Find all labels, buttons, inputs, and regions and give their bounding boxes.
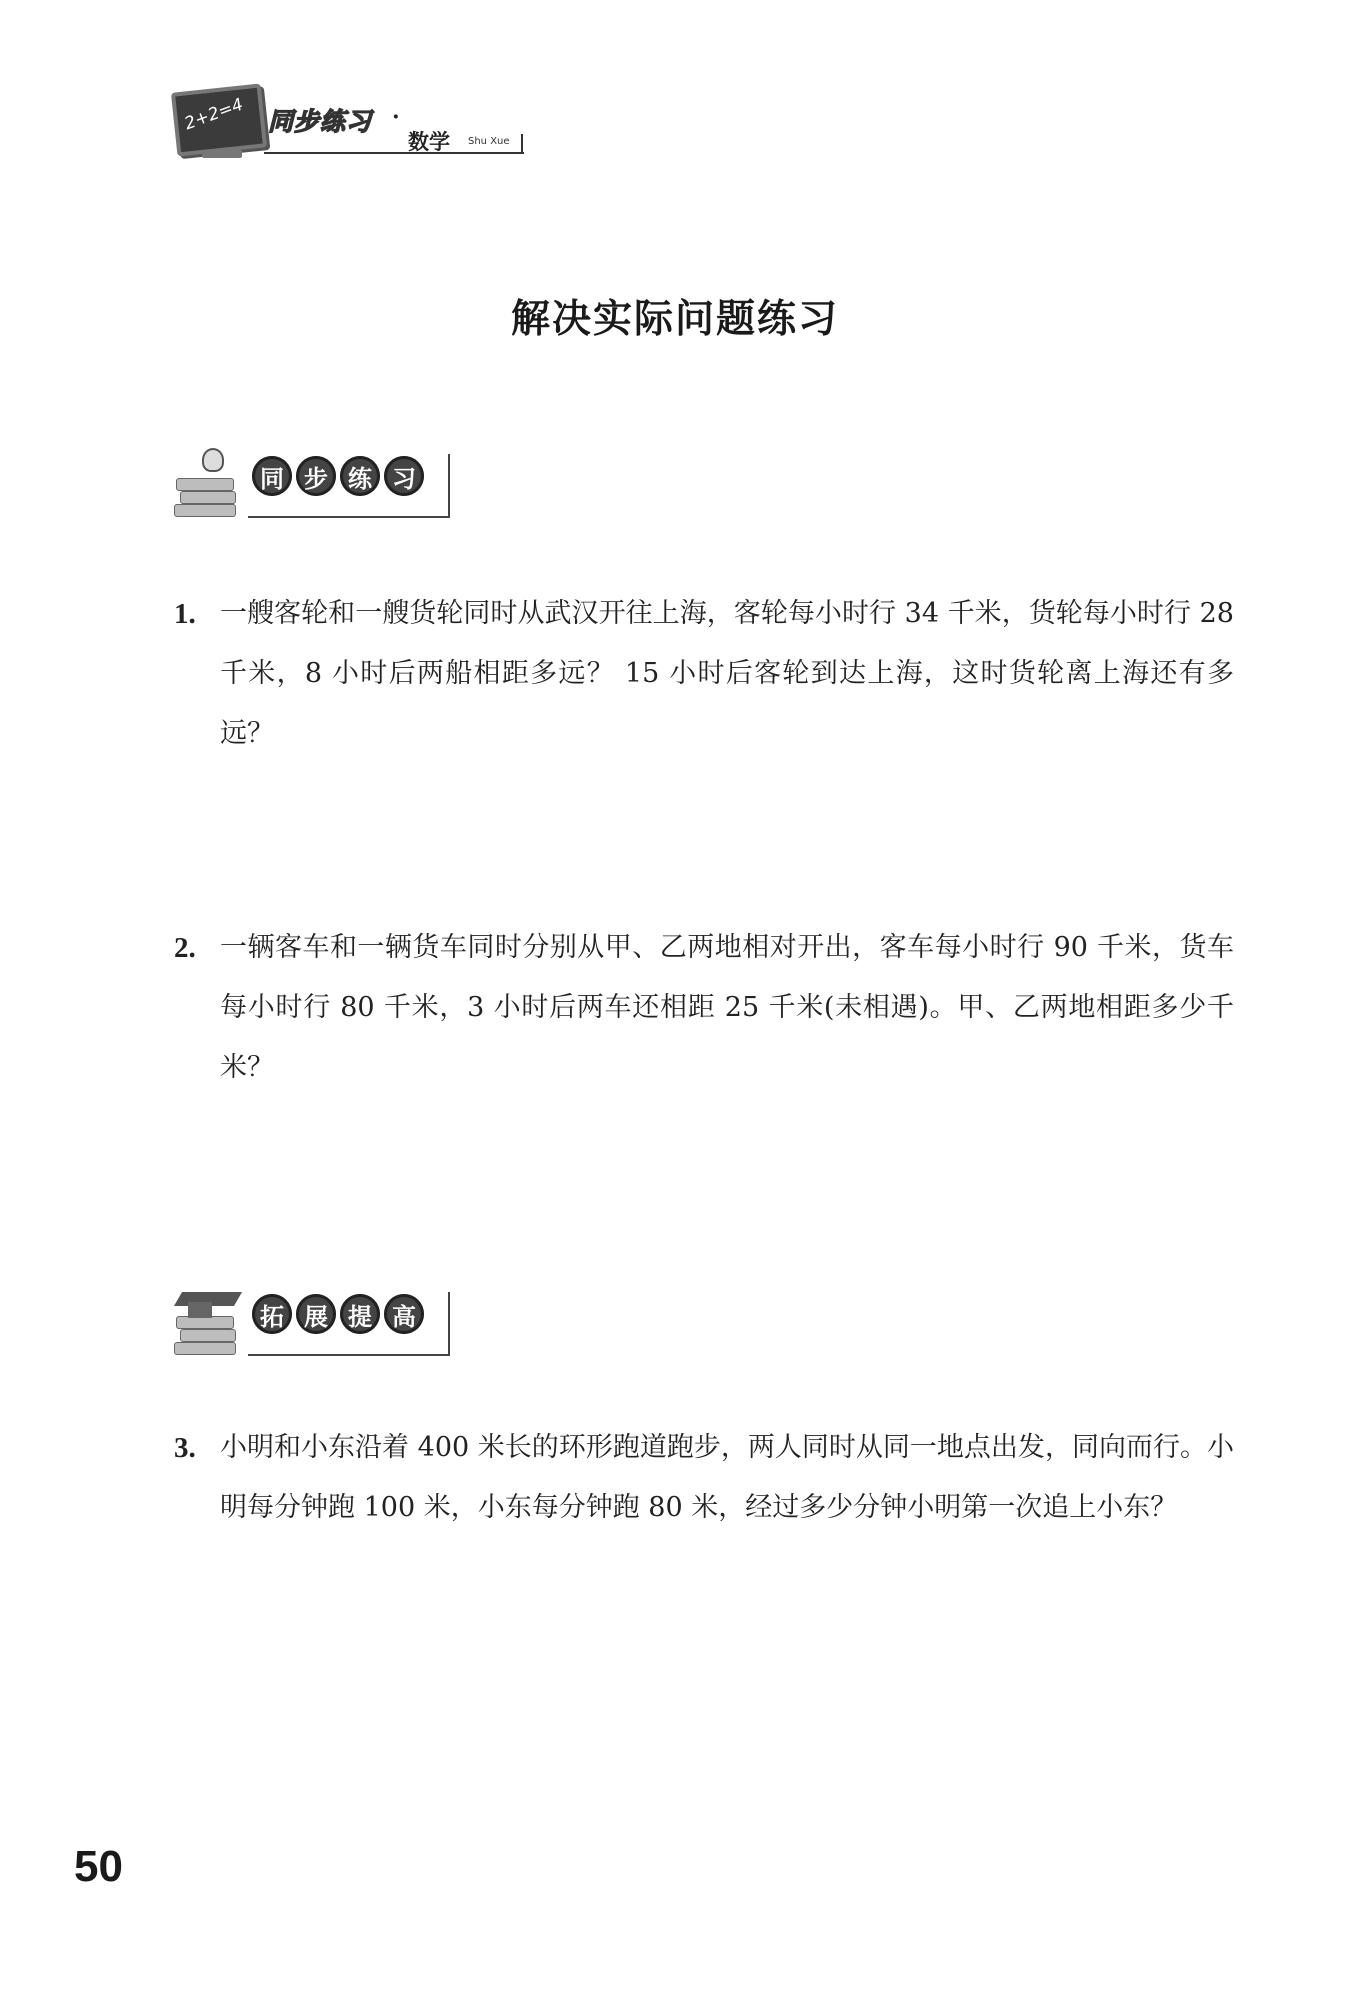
- header-rule-end: [521, 134, 523, 154]
- subject-label: 数学: [408, 130, 450, 154]
- section-label: [252, 1294, 424, 1334]
- problem-1: [174, 584, 1234, 764]
- problem-3: [174, 1418, 1234, 1538]
- problem-number: 2.: [174, 932, 196, 964]
- section-extension: [168, 1286, 468, 1366]
- section-char: 高: [384, 1294, 424, 1334]
- page-number: 50: [74, 1842, 123, 1891]
- section-char: 同: [252, 456, 292, 496]
- section-char: 拓: [252, 1294, 292, 1334]
- section-char: 步: [296, 456, 336, 496]
- section-char: 提: [340, 1294, 380, 1334]
- books-icon: [174, 478, 238, 522]
- page-header: [168, 86, 528, 166]
- section-char: 练: [340, 456, 380, 496]
- section-label: [252, 456, 424, 496]
- section-char: 展: [296, 1294, 336, 1334]
- blackboard-icon: [171, 83, 267, 156]
- page-title: 解决实际问题练习: [510, 296, 839, 342]
- problem-2: [174, 918, 1234, 1098]
- problem-number: 1.: [174, 598, 196, 630]
- series-name: 同步练习: [268, 107, 373, 136]
- blackboard-text: 2+2=4: [181, 94, 246, 135]
- subject-pinyin: Shu Xue: [468, 136, 510, 147]
- header-dot: ·: [392, 104, 400, 130]
- problem-number: 3.: [174, 1432, 196, 1464]
- lightbulb-icon: [202, 448, 224, 472]
- problem-text: 一辆客车和一辆货车同时分别从甲、乙两地相对开出，客车每小时行 90 千米，货车每小时行 80 千米，3 小时后两车还相距 25 千米(未相遇)。甲、乙两地相距多少千米？: [220, 932, 1234, 1083]
- header-rule: [264, 152, 524, 157]
- problem-text: 小明和小东沿着 400 米长的环形跑道跑步，两人同时从同一地点出发，同向而行。小明每分钟跑 100 米，小东每分钟跑 80 米，经过多少分钟小明第一次追上小东？: [220, 1432, 1234, 1523]
- books-icon: [174, 1316, 238, 1360]
- problem-text: 一艘客轮和一艘货轮同时从武汉开往上海，客轮每小时行 34 千米，货轮每小时行 28 千米，8 小时后两船相距多远？ 15 小时后客轮到达上海，这时货轮离上海还有多远？: [220, 598, 1234, 749]
- blackboard-stand: [202, 150, 242, 158]
- section-char: 习: [384, 456, 424, 496]
- graduation-cap-base: [188, 1302, 212, 1318]
- section-sync-practice: [168, 448, 468, 528]
